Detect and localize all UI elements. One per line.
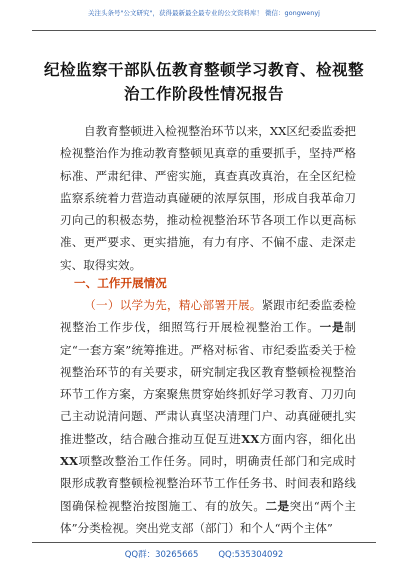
placeholder-xx-2: XX — [60, 454, 78, 469]
paragraph-intro-text: 自教育整顿进入检视整治环节以来，XX区纪委监委把检视整治作为推动教育整顿见真章的重要抓手，坚持严格标准、严肃纪律、严密实施，真查真改真治，在全区纪检监察系统着力营造动真碰硬的浓厚氛围，形成自我革命刀刃向己的积极态势，推动检视整治环节各项工作以更高标准、更严要求、更实措施，有力有序、不偏不虚、走深走实、取得实效。 — [60, 124, 356, 272]
header-divider — [32, 30, 376, 31]
enumeration-two: 二是 — [265, 498, 290, 513]
paragraph-text-c: 方面内容，细化出 — [259, 431, 356, 446]
paragraph-intro — [60, 120, 356, 276]
placeholder-xx-1: XX — [241, 431, 260, 446]
subsection-lead: （一）以学为先，精心部署开展。 — [84, 298, 262, 312]
footer — [0, 548, 408, 560]
header-banner: 关注头条号"公文研究"，获得最新最全最专业的公文资料库！ 微信：gongwenyj — [88, 9, 320, 17]
paragraph-text-b: 制定“一套方案”统筹推进。严格对标省、市纪委监委关于检视整治环节的有关要求，研究制定我区教育整顿检视整治环节工作方案，方案聚焦贯穿始终抓好学习教育、刀刃向己主动说清问题、严肃认真坚决清理门户、动真碰硬扎实推进整改，结合融合推动互促互进 — [60, 320, 356, 446]
footer-qq-group: QQ群：30265665 — [124, 550, 199, 560]
enumeration-one: 一是 — [319, 320, 345, 335]
document-title: 纪检监察干部队伍教育整顿学习教育、检视整治工作阶段性情况报告 — [44, 60, 365, 103]
paragraph-work-progress — [60, 294, 356, 539]
footer-qq: QQ:535304092 — [218, 550, 284, 560]
paragraph-text-e: 突出“两个主体”分类检视。突出党支部（部门）和个人“两个主体” — [60, 498, 356, 535]
paragraph-text-d: 项整改整治工作任务。同时，明确责任部门和完成时限形成教育整顿检视整治环节工作任务书、时间表和路线图确保检视整治按图施工、有的放矢。 — [60, 454, 356, 513]
section-heading-1: 一、工作开展情况 — [74, 276, 167, 290]
paragraph-text-a: 紧跟市纪委监委检视整治工作步伐，细照笃行开展检视整治工作。 — [60, 298, 356, 335]
footer-divider — [32, 542, 376, 543]
